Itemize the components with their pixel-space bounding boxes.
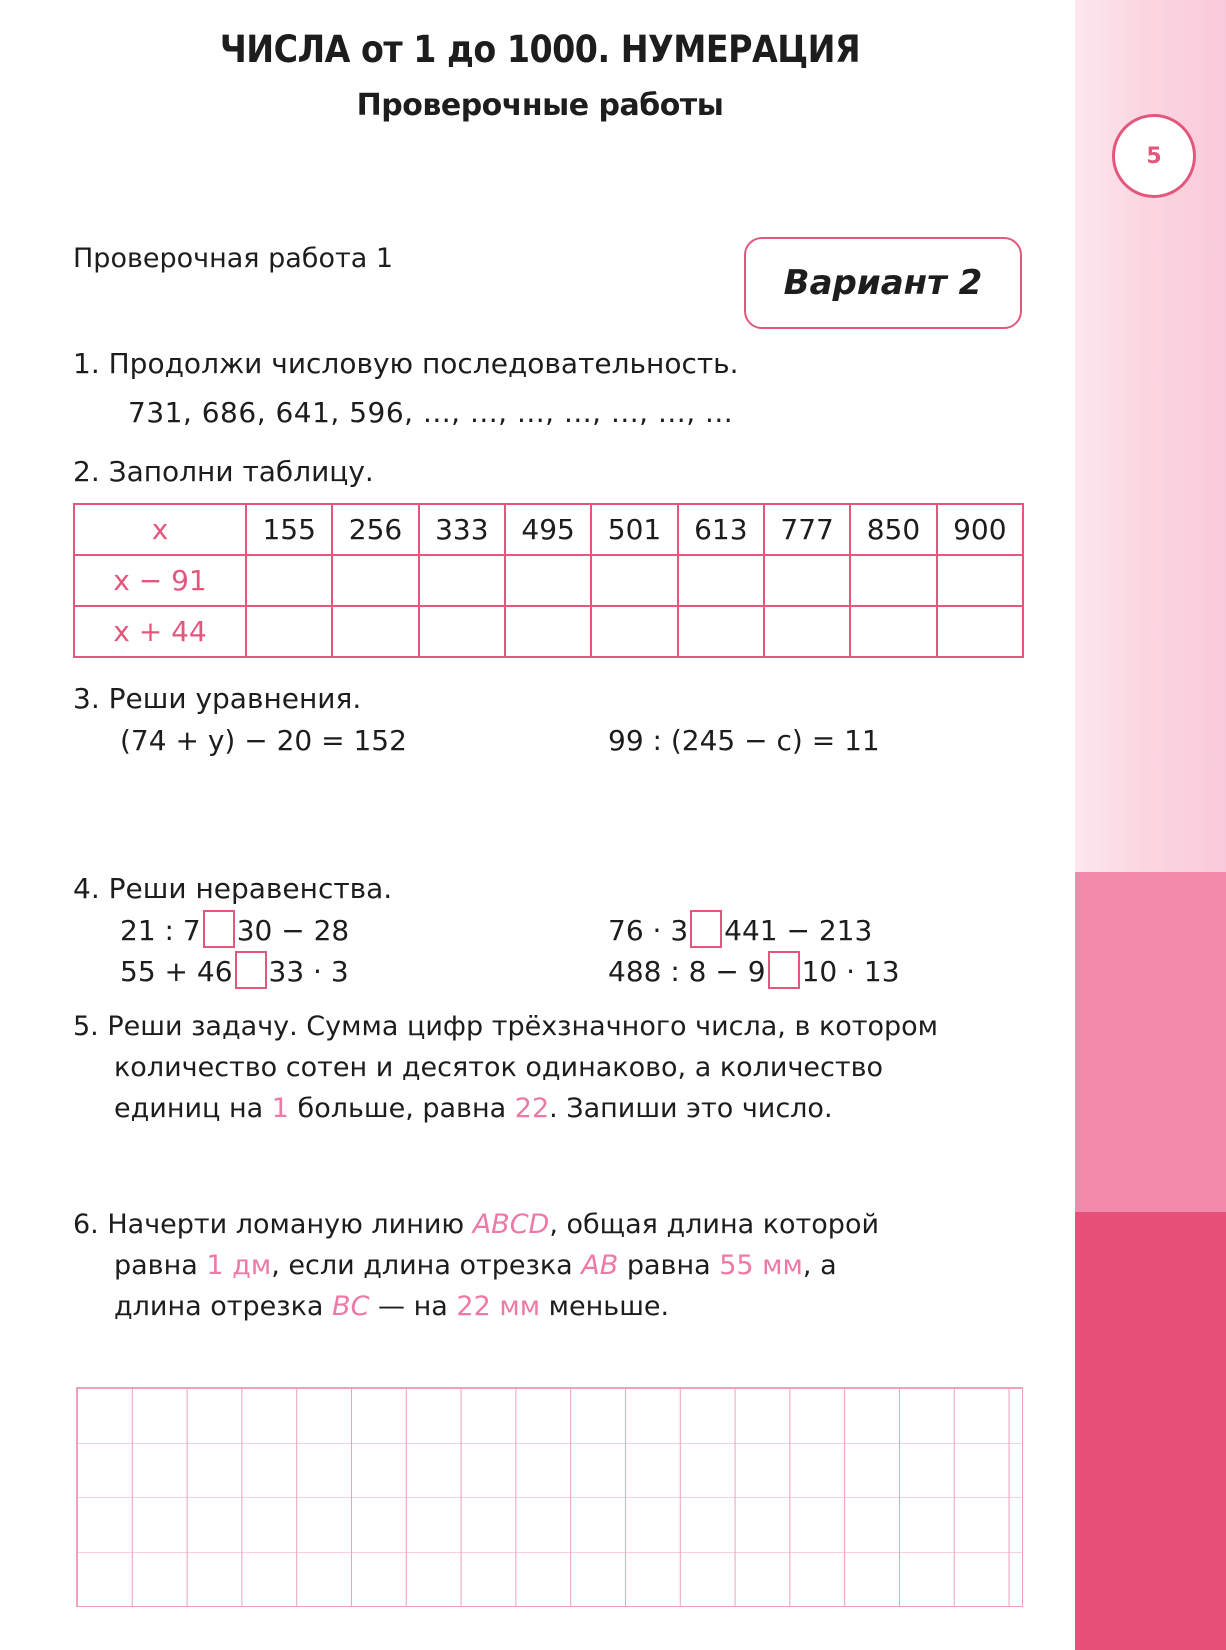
table-cell: 850 [850, 504, 936, 555]
answer-box[interactable] [203, 910, 235, 948]
table-cell-empty[interactable] [246, 555, 332, 606]
table-cell-empty[interactable] [419, 606, 505, 657]
table-cell-empty[interactable] [591, 555, 677, 606]
side-stripe-mid [1075, 872, 1226, 1212]
table-cell: 613 [678, 504, 764, 555]
task6-text: , общая длина которой [549, 1209, 880, 1240]
table-row [74, 555, 1023, 606]
task6-line-2 [114, 1245, 837, 1286]
table-cell: 155 [246, 504, 332, 555]
table-header-label: x [74, 504, 246, 555]
table-cell: 256 [332, 504, 418, 555]
task6-text: равна [618, 1250, 720, 1281]
table-cell-empty[interactable] [764, 555, 850, 606]
task5-text: больше, равна [288, 1093, 515, 1124]
table-cell-empty[interactable] [764, 606, 850, 657]
task5-text: . Запиши это число. [549, 1093, 833, 1124]
inequality-left: 488 : 8 − 9 [608, 955, 766, 988]
table-row [74, 504, 1023, 555]
table-cell: 777 [764, 504, 850, 555]
page-subtitle: Проверочные работы [356, 88, 724, 123]
task5-line-1: 5. Реши задачу. Сумма цифр трёхзначного числа, в котором [73, 1011, 939, 1042]
task6-highlight: 55 мм [719, 1250, 803, 1281]
inequality-right: 30 − 28 [236, 914, 350, 947]
answer-box[interactable] [690, 910, 722, 948]
page-title: ЧИСЛА от 1 до 1000. НУМЕРАЦИЯ [219, 28, 861, 71]
task6-highlight: 22 мм [456, 1291, 541, 1322]
table-cell-empty[interactable] [332, 555, 418, 606]
drawing-grid[interactable] [76, 1387, 1023, 1607]
task5-text: единиц на [114, 1093, 272, 1124]
task6-highlight: 1 дм [206, 1250, 272, 1281]
page-number-badge: 5 [1112, 114, 1196, 198]
task3-equation-1: (74 + y) − 20 = 152 [120, 724, 407, 757]
table-row1-label: x − 91 [74, 555, 246, 606]
table-cell: 501 [591, 504, 677, 555]
inequality-left: 76 · 3 [608, 914, 689, 947]
task6-line-3 [114, 1286, 669, 1327]
task6-text: — на [369, 1291, 457, 1322]
table-cell-empty[interactable] [505, 606, 591, 657]
task1-sequence: 731, 686, 641, 596, ..., ..., ..., ..., ..., ..., ... [128, 396, 734, 429]
task6-line-1 [73, 1204, 879, 1245]
inequality-right: 33 · 3 [268, 955, 349, 988]
task6-text: , а [802, 1250, 837, 1281]
task6-highlight: ABCD [472, 1209, 550, 1240]
table-cell-empty[interactable] [850, 555, 936, 606]
task6-text: длина отрезка [114, 1291, 333, 1322]
task6-text: 6. Начерти ломаную линию [73, 1209, 473, 1240]
table-cell-empty[interactable] [505, 555, 591, 606]
inequality-left: 21 : 7 [120, 914, 201, 947]
value-table [73, 503, 1024, 658]
task6-text: , если длина отрезка [271, 1250, 582, 1281]
table-cell-empty[interactable] [678, 606, 764, 657]
table-cell-empty[interactable] [937, 555, 1023, 606]
table-row [74, 606, 1023, 657]
task5-number: 1 [271, 1093, 289, 1124]
inequality [608, 951, 900, 992]
table-cell-empty[interactable] [937, 606, 1023, 657]
answer-box[interactable] [768, 951, 800, 989]
task5-line-3 [114, 1088, 833, 1129]
task2-text: 2. Заполни таблицу. [73, 455, 374, 488]
answer-box[interactable] [235, 951, 267, 989]
task6-highlight: AB [581, 1250, 619, 1281]
work-title: Проверочная работа 1 [73, 243, 394, 274]
table-cell: 900 [937, 504, 1023, 555]
task6-text: равна [114, 1250, 207, 1281]
table-cell-empty[interactable] [678, 555, 764, 606]
table-cell-empty[interactable] [246, 606, 332, 657]
task1-text: 1. Продолжи числовую последовательность. [73, 347, 739, 380]
inequality-left: 55 + 46 [120, 955, 233, 988]
task6-text: меньше. [540, 1291, 670, 1322]
task4-text: 4. Реши неравенства. [73, 872, 393, 905]
side-stripe-dark [1075, 1212, 1226, 1650]
inequality [120, 910, 349, 951]
table-row2-label: x + 44 [74, 606, 246, 657]
task6-highlight: BC [332, 1291, 370, 1322]
task3-text: 3. Реши уравнения. [73, 682, 362, 715]
inequality [120, 951, 349, 992]
task5-number: 22 [514, 1093, 550, 1124]
table-cell: 495 [505, 504, 591, 555]
table-cell-empty[interactable] [850, 606, 936, 657]
inequality-right: 10 · 13 [801, 955, 900, 988]
table-cell-empty[interactable] [419, 555, 505, 606]
variant-badge: Вариант 2 [744, 237, 1022, 329]
task5-line-2: количество сотен и десяток одинаково, а количество [114, 1052, 884, 1083]
table-cell-empty[interactable] [591, 606, 677, 657]
table-cell: 333 [419, 504, 505, 555]
table-cell-empty[interactable] [332, 606, 418, 657]
inequality-right: 441 − 213 [724, 914, 873, 947]
task3-equation-2: 99 : (245 − c) = 11 [608, 724, 880, 757]
inequality [608, 910, 872, 951]
